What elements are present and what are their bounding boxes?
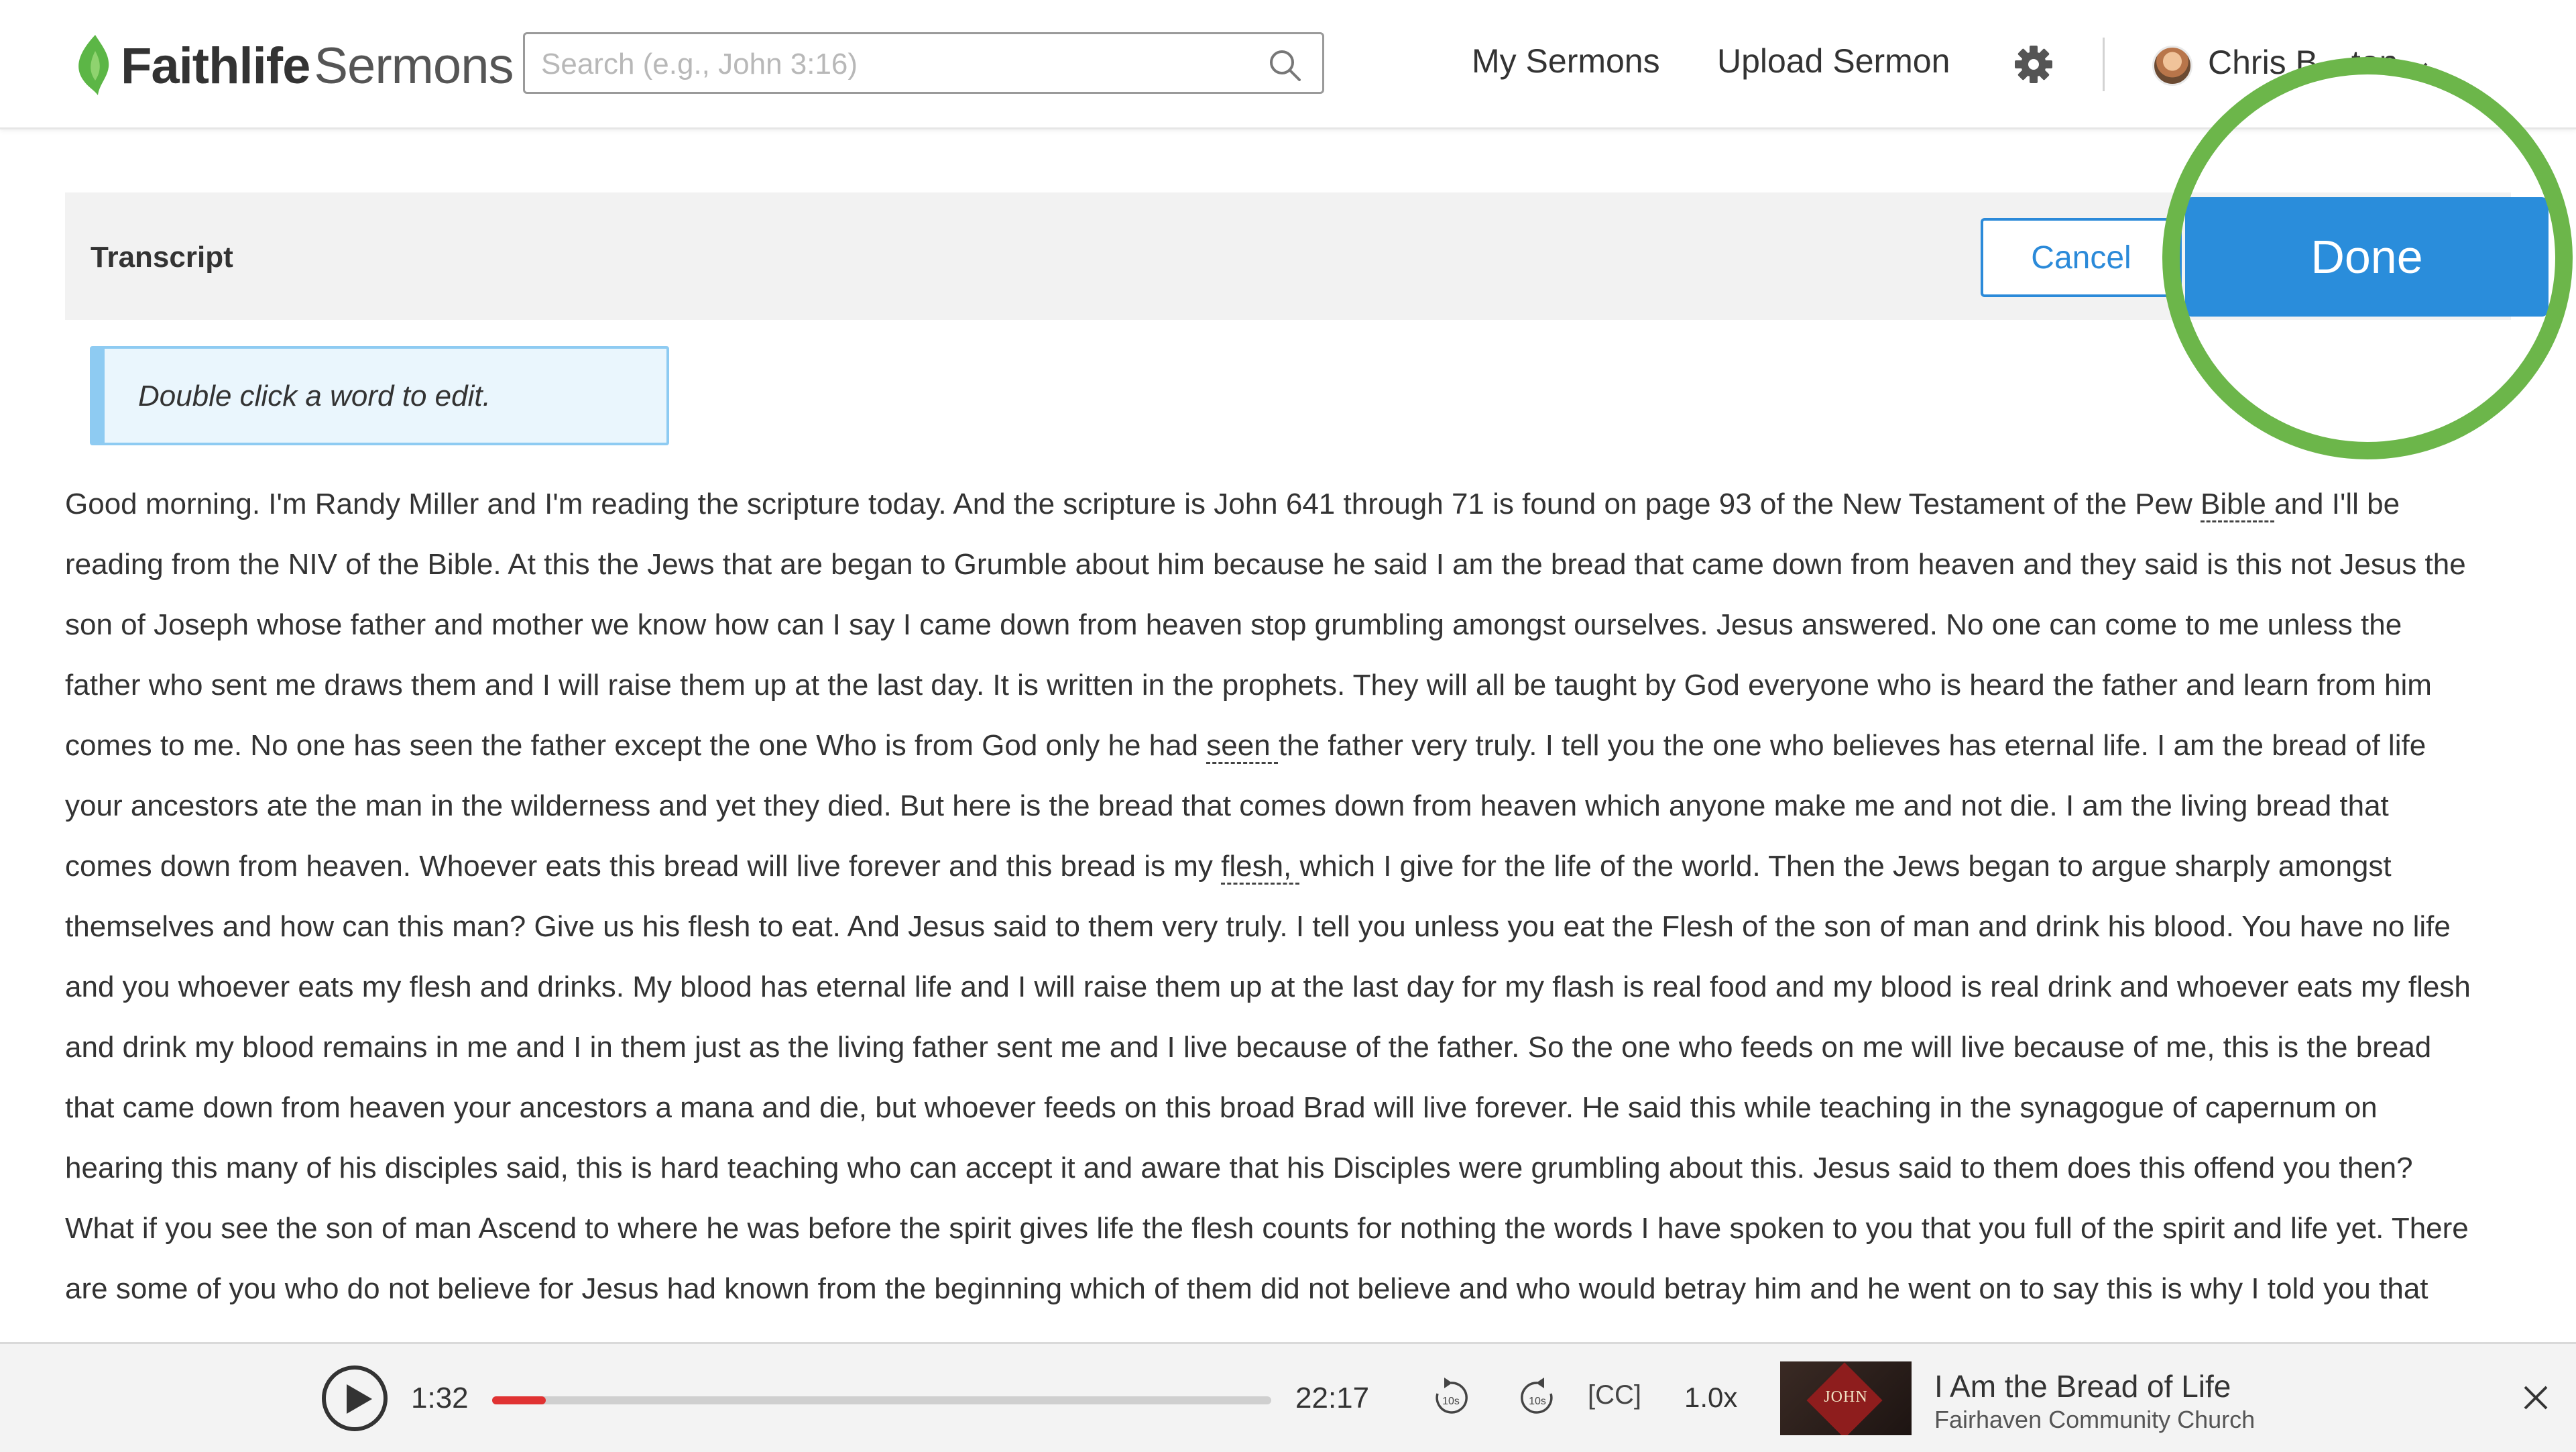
search-icon[interactable] xyxy=(1267,48,1302,82)
forward-10-label: 10s xyxy=(1529,1396,1546,1407)
transcript-line[interactable] xyxy=(65,967,2526,1027)
thumbnail-text: JOHN xyxy=(1824,1388,1868,1406)
nav-upload-sermon[interactable]: Upload Sermon xyxy=(1717,42,1950,80)
top-navbar xyxy=(0,0,2576,129)
transcript-line[interactable] xyxy=(65,1088,2526,1148)
edit-hint-box xyxy=(90,346,669,445)
rewind-10-label: 10s xyxy=(1442,1396,1460,1407)
audio-player xyxy=(0,1342,2576,1452)
transcript-segment[interactable]: and drink my blood remains in me and I in them just as the living father sent me and I live because of the father. So the one who feeds on me will live because of me, this is the bread xyxy=(65,1031,2432,1064)
transcript-segment[interactable]: your ancestors ate the man in the wilderness and yet they died. But here is the bread that comes down from heaven which anyone make me and not die. I am the living bread that xyxy=(65,789,2389,822)
transcript-line[interactable] xyxy=(65,1148,2526,1209)
rewind-10-icon[interactable] xyxy=(1429,1376,1472,1419)
nav-divider xyxy=(2103,38,2105,91)
transcript-segment[interactable]: and I'll be xyxy=(2274,488,2400,520)
transcript-line[interactable] xyxy=(65,907,2526,967)
transcript-line[interactable] xyxy=(65,545,2526,605)
faithlife-logo-icon xyxy=(72,34,114,98)
avatar[interactable] xyxy=(2152,46,2192,86)
close-icon[interactable] xyxy=(2521,1383,2551,1412)
transcript-segment[interactable]: that came down from heaven your ancestors a mana and die, but whoever feeds on this broad Brad will live forever. He said this while teaching in the synagogue of capernum on xyxy=(65,1091,2378,1124)
transcript-line[interactable] xyxy=(65,726,2526,786)
search-box xyxy=(523,32,1324,94)
transcript-segment[interactable]: What if you see the son of man Ascend to where he was before the spirit gives life the flesh counts for nothing the words I have spoken to you that you full of the spirit and life yet. There xyxy=(65,1212,2469,1245)
transcript-segment[interactable]: the father very truly. I tell you the one who believes has eternal life. I am the bread of life xyxy=(1278,729,2426,762)
transcript-line[interactable] xyxy=(65,1269,2526,1329)
gear-icon[interactable] xyxy=(2013,44,2054,85)
transcript-segment[interactable]: Good morning. I'm Randy Miller and I'm reading the scripture today. And the scripture is John 641 through 71 is found on page 93 of the New Testament of the Pew xyxy=(65,488,2201,520)
transcript-segment[interactable]: father who sent me draws them and I will raise them up at the last day. It is written in the prophets. They will all be taught by God everyone who is heard the father and learn from him xyxy=(65,669,2432,702)
play-icon xyxy=(347,1384,372,1414)
forward-10-icon[interactable] xyxy=(1516,1376,1559,1419)
search-input[interactable] xyxy=(540,44,1233,85)
transcript-segment[interactable]: reading from the NIV of the Bible. At this the Jews that are began to Grumble about him because he said I am the bread that came down from heaven and they said is this not Jesus the xyxy=(65,548,2466,581)
cancel-button[interactable]: Cancel xyxy=(1981,218,2182,297)
transcript-text[interactable] xyxy=(65,484,2526,1329)
edited-word[interactable]: seen xyxy=(1206,729,1279,762)
transcript-line[interactable] xyxy=(65,605,2526,665)
progress-fill xyxy=(492,1396,546,1404)
transcript-segment[interactable]: hearing this many of his disciples said, this is hard teaching who can accept it and aware that his Disciples were grumbling about this. Jesus said to them does this offend you then? xyxy=(65,1152,2413,1184)
play-button[interactable] xyxy=(322,1365,388,1431)
duration: 22:17 xyxy=(1295,1382,1370,1414)
transcript-line[interactable] xyxy=(65,1027,2526,1088)
transcript-segment[interactable]: comes to me. No one has seen the father except the one Who is from God only he had xyxy=(65,729,1207,762)
nav-my-sermons[interactable]: My Sermons xyxy=(1472,42,1660,80)
transcript-segment[interactable]: are some of you who do not believe for Jesus had known from the beginning which of them did not believe and who would betray him and he went on to say this is why I told you that xyxy=(65,1272,2428,1305)
transcript-segment[interactable]: comes down from heaven. Whoever eats this bread will live forever and this bread is my xyxy=(65,850,1222,883)
playback-speed-button[interactable]: 1.0x xyxy=(1684,1382,1738,1413)
transcript-heading: Transcript xyxy=(91,241,233,274)
transcript-line[interactable] xyxy=(65,1209,2526,1269)
sermon-title[interactable]: I Am the Bread of Life xyxy=(1934,1369,2231,1404)
logo-text-bold: Faithlife xyxy=(121,37,310,95)
transcript-segment[interactable]: and you whoever eats my flesh and drinks. My blood has eternal life and I will raise them up at the last day for my flash is real food and my blood is real drink and whoever eats my flesh xyxy=(65,970,2471,1003)
transcript-segment[interactable]: themselves and how can this man? Give us his flesh to eat. And Jesus said to them very truly. I tell you unless you eat the Flesh of the son of man and drink his blood. You have no life xyxy=(65,910,2451,943)
transcript-line[interactable] xyxy=(65,665,2526,726)
edited-word[interactable]: flesh, xyxy=(1221,850,1300,883)
faithlife-sermons-logo[interactable] xyxy=(72,32,513,99)
church-name[interactable]: Fairhaven Community Church xyxy=(1934,1406,2256,1433)
closed-captions-button[interactable]: [CC] xyxy=(1588,1380,1641,1410)
current-time: 1:32 xyxy=(411,1382,469,1414)
transcript-line[interactable] xyxy=(65,786,2526,846)
transcript-line[interactable] xyxy=(65,846,2526,907)
done-button[interactable]: Done xyxy=(2185,197,2549,317)
user-menu[interactable] xyxy=(2208,43,2430,82)
sermon-thumbnail xyxy=(1780,1361,1912,1435)
edited-word[interactable]: Bible xyxy=(2201,488,2275,520)
chevron-down-icon xyxy=(2410,60,2430,74)
user-name: Chris B…ton xyxy=(2208,44,2398,81)
edit-hint-text: Double click a word to edit. xyxy=(138,380,491,412)
progress-bar[interactable] xyxy=(492,1396,1271,1404)
transcript-segment[interactable]: son of Joseph whose father and mother we know how can I say I came down from heaven stop grumbling amongst ourselves. Jesus answered. No one can come to me unless the xyxy=(65,608,2402,641)
logo-text-light: Sermons xyxy=(314,37,514,95)
transcript-line[interactable] xyxy=(65,484,2526,545)
transcript-segment[interactable]: which I give for the life of the world. Then the Jews began to argue sharply amongst xyxy=(1299,850,2392,883)
